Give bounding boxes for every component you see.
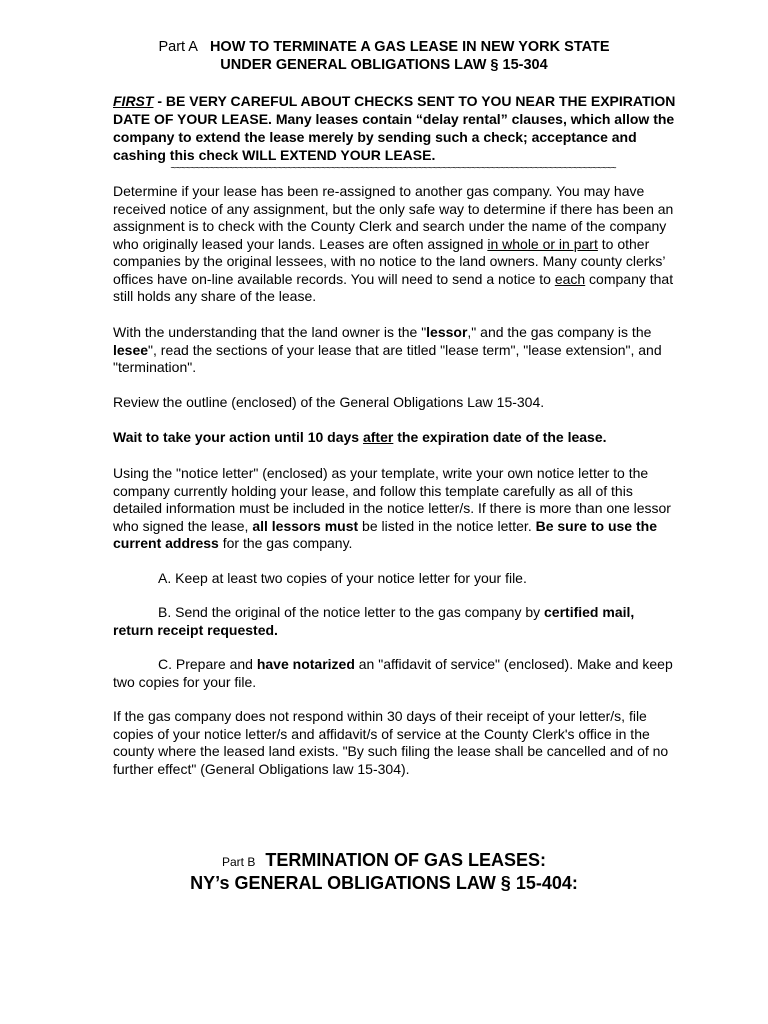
step-b-text: B. Send the original of the notice letter to the gas company by — [158, 604, 545, 620]
step-b — [113, 604, 678, 639]
wait-text-2: the expiration date of the lease. — [393, 429, 607, 445]
lessor-text-2: ," and the gas company is the — [467, 324, 652, 340]
part-a-title-line2: UNDER GENERAL OBLIGATIONS LAW § 15-304 — [220, 57, 548, 73]
step-c-text-2: an "affidavit of service" (enclosed). Make and keep two copies for your file. — [113, 656, 673, 690]
step-a: A. Keep at least two copies of your notice letter for your file. — [158, 570, 527, 586]
part-a-title-line1 — [0, 38, 768, 56]
assignment-underline-1: in whole or in part — [487, 235, 598, 252]
part-b-label: Part B — [221, 855, 256, 869]
step-b-bold: certified mail, return receipt requested. — [113, 604, 635, 638]
part-b-heading — [0, 850, 768, 894]
lessor-text-1: With the understanding that the land owner is the " — [113, 324, 427, 340]
part-a-title-text: HOW TO TERMINATE A GAS LEASE IN NEW YORK STATE — [209, 39, 610, 55]
notice-text-2: be listed in the notice letter. — [358, 517, 536, 534]
step-c-bold: have notarized — [256, 656, 355, 672]
review-paragraph: Review the outline (enclosed) of the General Obligations Law 15-304. — [113, 394, 545, 410]
step-c-text-1: C. Prepare and — [158, 656, 257, 672]
assignment-text-1: Determine if your lease has been re-assigned to another gas company. You may have received notice of any assignment, but the only safe way to determine if there has been an assignment is to check with the County Clerk and search under the name of the company who originally leased your lands. Leases are often assigned — [113, 183, 674, 252]
lessor-bold-2: lesee — [113, 341, 149, 358]
tilde-separator: ~~~~~~~~~~~~~~~~~~~~~~~~~~~~~~~~~~~~~~~~~~~~~~~~~~~~~~~~~~~~~~~~~~~~~~~~~~~~~~~~~~~~~~~~~~~~ — [170, 164, 616, 174]
assignment-paragraph — [113, 183, 678, 306]
first-warning — [113, 92, 693, 164]
part-a-heading — [0, 38, 768, 74]
assignment-text-3: company that still holds any share of the lease. — [113, 270, 674, 304]
step-c — [113, 656, 678, 691]
first-warning-text: - BE VERY CAREFUL ABOUT CHECKS SENT TO YOU NEAR THE EXPIRATION DATE OF YOUR LEASE. Many leases contain “delay rental” clauses, which allow the company to extend the lease merely by sending such a check; acceptance and cashing this check WILL EXTEND YOUR LEASE. — [113, 93, 676, 163]
notice-text-1: Using the "notice letter" (enclosed) as your template, write your own notice letter to the company currently holding your lease, and follow this template carefully as all of this detailed information must be included in the notice letter/s. If there is more than one lessor who signed the lease, — [113, 465, 671, 534]
assignment-underline-2: each — [554, 270, 586, 287]
lessor-text-3: ", read the sections of your lease that are titled "lease term", "lease extension", and "termination". — [113, 341, 662, 375]
notice-text-3: for the gas company. — [218, 535, 353, 551]
first-word: FIRST — [113, 93, 154, 109]
part-b-title-text: TERMINATION OF GAS LEASES: — [265, 850, 547, 870]
wait-paragraph — [113, 429, 678, 447]
wait-underline: after — [362, 429, 394, 445]
assignment-text-2: to other companies by the original lessees, with no notice to the land owners. Many county clerks’ offices have on-line available records. You will need to send a notice to — [113, 235, 665, 287]
wait-text-1: Wait to take your action until 10 days — [113, 429, 363, 445]
lessor-bold-1: lessor — [426, 324, 468, 340]
part-b-title-line2: NY’s GENERAL OBLIGATIONS LAW § 15-404: — [190, 873, 578, 893]
notice-paragraph — [113, 465, 678, 553]
notice-bold-1: all lessors must — [252, 517, 359, 534]
part-b-title-line1 — [0, 850, 768, 873]
lessor-paragraph — [113, 324, 678, 377]
notice-bold-2: Be sure to use the current address — [113, 517, 657, 551]
respond-paragraph: If the gas company does not respond within 30 days of their receipt of your letter/s, file copies of your notice letter/s and affidavit/s of service at the County Clerk's office in the county where the leased land exists. "By such filing the lease shall be cancelled and of no further effect" (General Obligations law 15-304). — [113, 708, 669, 777]
part-a-label: Part A — [158, 39, 198, 55]
